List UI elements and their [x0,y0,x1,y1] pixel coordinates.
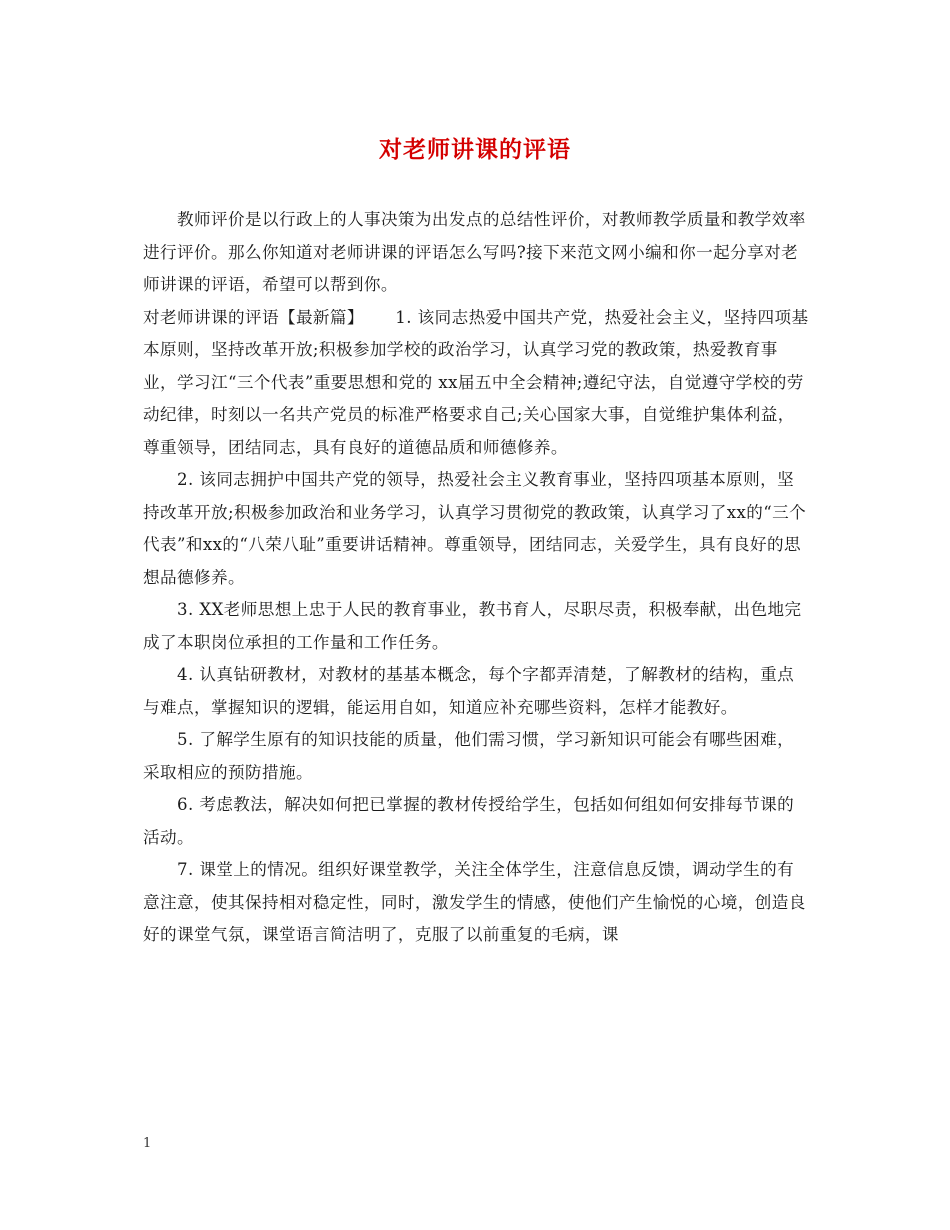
document-title: 对老师讲课的评语 [379,136,571,163]
paragraph-item-2: 2. 该同志拥护中国共产党的领导，热爱社会主义教育事业，坚持四项基本原则，坚持改革开放;积极参加政治和业务学习，认真学习贯彻党的教政策，认真学习了xx的“三个代表”和xx的“八荣八耻”重要讲话精神。尊重领导，团结同志，关爱学生，具有良好的思想品德修养。 [143,470,807,587]
paragraph-item-4: 4. 认真钻研教材，对教材的基基本概念，每个字都弄清楚，了解教材的结构，重点与难点，掌握知识的逻辑，能运用自如，知道应补充哪些资料，怎样才能教好。 [143,665,795,717]
paragraph-item-7: 7. 课堂上的情况。组织好课堂教学，关注全体学生，注意信息反馈，调动学生的有意注意，使其保持相对稳定性，同时，激发学生的情感，使他们产生愉悦的心境，创造良好的课堂气氛，课堂语言简洁明了，克服了以前重复的毛病，课 [143,860,806,944]
document-body [143,204,811,952]
paragraph-item-3: 3. XX老师思想上忠于人民的教育事业，教书育人，尽职尽责，积极奉献，出色地完成了本职岗位承担的工作量和工作任务。 [143,600,802,652]
paragraph-intro: 教师评价是以行政上的人事决策为出发点的总结性评价，对教师教学质量和教学效率进行评价。那么你知道对老师讲课的评语怎么写吗?接下来范文网小编和你一起分享对老师讲课的评语，希望可以帮到你。 [143,210,806,294]
paragraph-item-6: 6. 考虑教法，解决如何把已掌握的教材传授给学生，包括如何组如何安排每节课的活动。 [143,795,795,847]
paragraph-item-5: 5. 了解学生原有的知识技能的质量，他们需习惯，学习新知识可能会有哪些困难，采取相应的预防措施。 [143,730,795,782]
page-number: 1 [143,1136,152,1151]
paragraph-item-1: 对老师讲课的评语【最新篇】 1. 该同志热爱中国共产党，热爱社会主义，坚持四项基本原则，坚持改革开放;积极参加学校的政治学习，认真学习党的教政策，热爱教育事业，学习江“三个代表”重要思想和党的 xx届五中全会精神;遵纪守法，自觉遵守学校的劳动纪律，时刻以一名共产党员的标准严格要求自己;关心国家大事，自觉维护集体利益，尊重领导，团结同志，具有良好的道德品质和师德修养。 [143,307,809,457]
